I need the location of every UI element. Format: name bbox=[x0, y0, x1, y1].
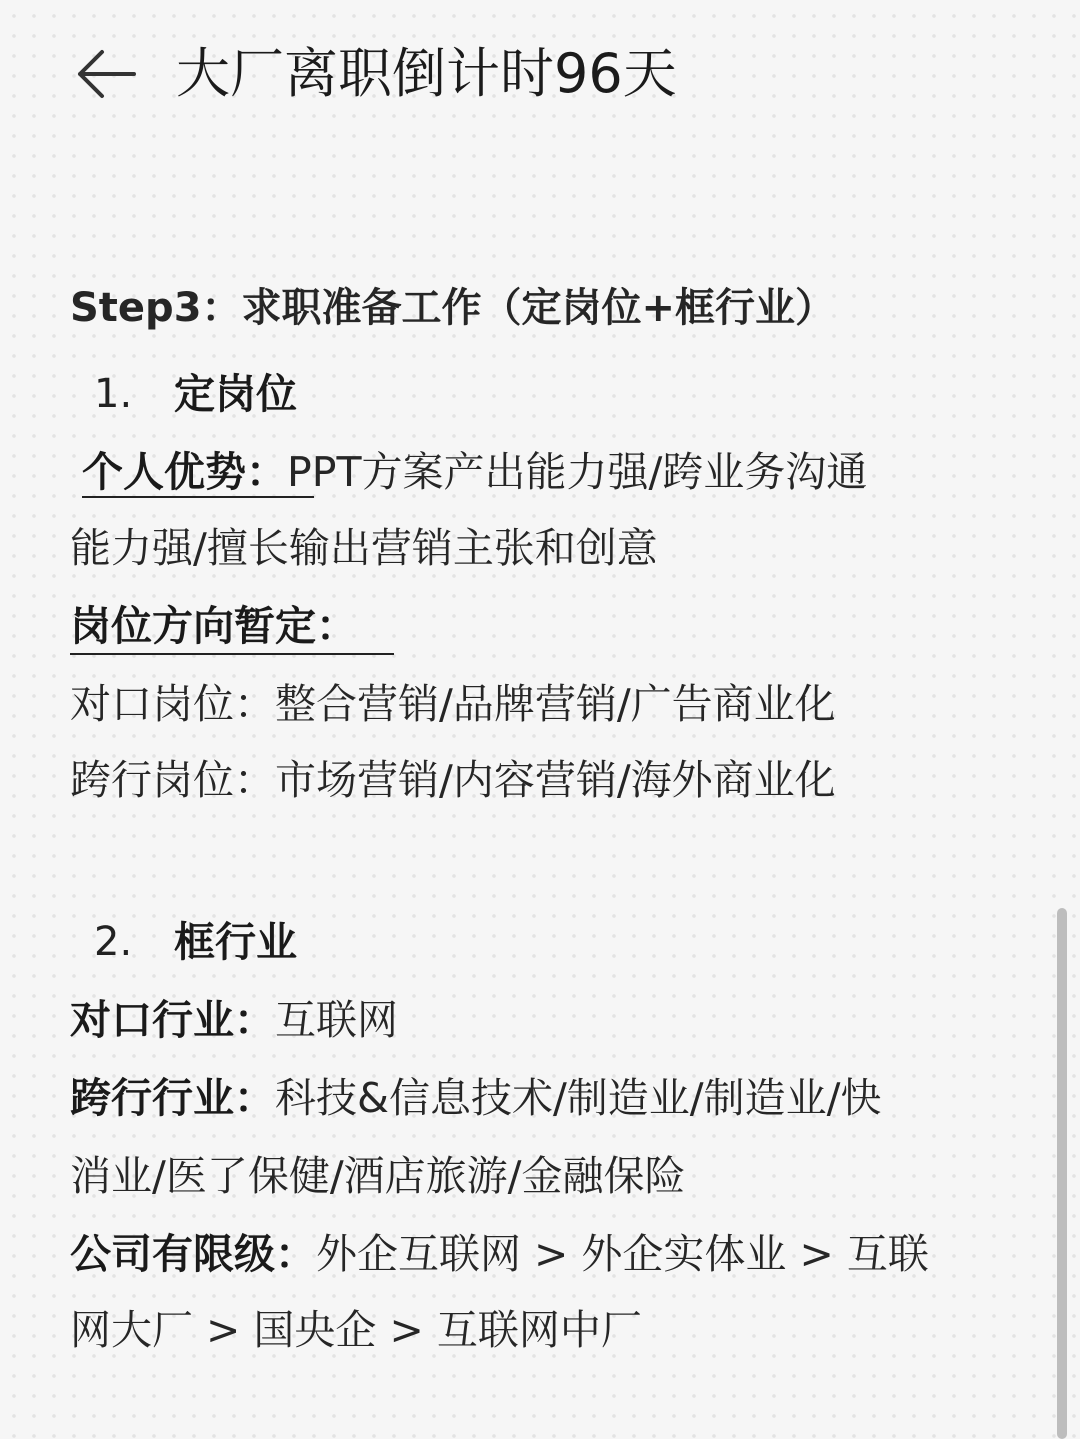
advantage-line bbox=[70, 444, 867, 500]
priority-text-cont: 网大厂 > 国央企 > 互联网中厂 bbox=[70, 1306, 642, 1354]
scrollbar[interactable] bbox=[1057, 908, 1067, 1439]
section-title: 定岗位 bbox=[174, 370, 297, 418]
match-industry-line bbox=[70, 992, 398, 1048]
match-industry-text: 互联网 bbox=[275, 996, 398, 1044]
cross-role-line bbox=[70, 752, 836, 808]
match-role-text: 整合营销/品牌营销/广告商业化 bbox=[275, 680, 836, 728]
priority-line bbox=[70, 1226, 929, 1282]
top-bar bbox=[0, 0, 1080, 150]
section-number: 1. bbox=[94, 371, 133, 417]
back-arrow-icon[interactable] bbox=[72, 40, 140, 108]
cross-industry-text: 科技&信息技术/制造业/制造业/快 bbox=[275, 1074, 882, 1122]
cross-industry-text-cont: 消业/医了保健/酒店旅游/金融保险 bbox=[70, 1152, 686, 1200]
match-industry-label: 对口行业： bbox=[70, 996, 275, 1044]
advantage-underline bbox=[82, 496, 314, 498]
cross-industry-line bbox=[70, 1070, 881, 1126]
cross-role-text: 市场营销/内容营销/海外商业化 bbox=[275, 756, 836, 804]
direction-underline bbox=[70, 653, 394, 655]
page-title: 大厂离职倒计时96天 bbox=[176, 42, 677, 105]
direction-label: 岗位方向暂定： bbox=[70, 602, 357, 650]
match-role-line bbox=[70, 676, 836, 732]
advantage-text-cont: 能力强/擅长输出营销主张和创意 bbox=[70, 524, 658, 572]
cross-industry-label: 跨行行业： bbox=[70, 1074, 275, 1122]
section-number: 2. bbox=[94, 919, 133, 965]
advantage-label: 个人优势： bbox=[82, 448, 287, 496]
priority-text: 外企互联网 > 外企实体业 > 互联 bbox=[316, 1230, 929, 1278]
step-heading: Step3：求职准备工作（定岗位+框行业） bbox=[70, 285, 836, 331]
advantage-text: PPT方案产出能力强/跨业务沟通 bbox=[287, 448, 868, 496]
match-role-label: 对口岗位： bbox=[70, 680, 275, 728]
cross-role-label: 跨行岗位： bbox=[70, 756, 275, 804]
priority-label: 公司有限级： bbox=[70, 1230, 316, 1278]
section-title: 框行业 bbox=[174, 918, 297, 966]
